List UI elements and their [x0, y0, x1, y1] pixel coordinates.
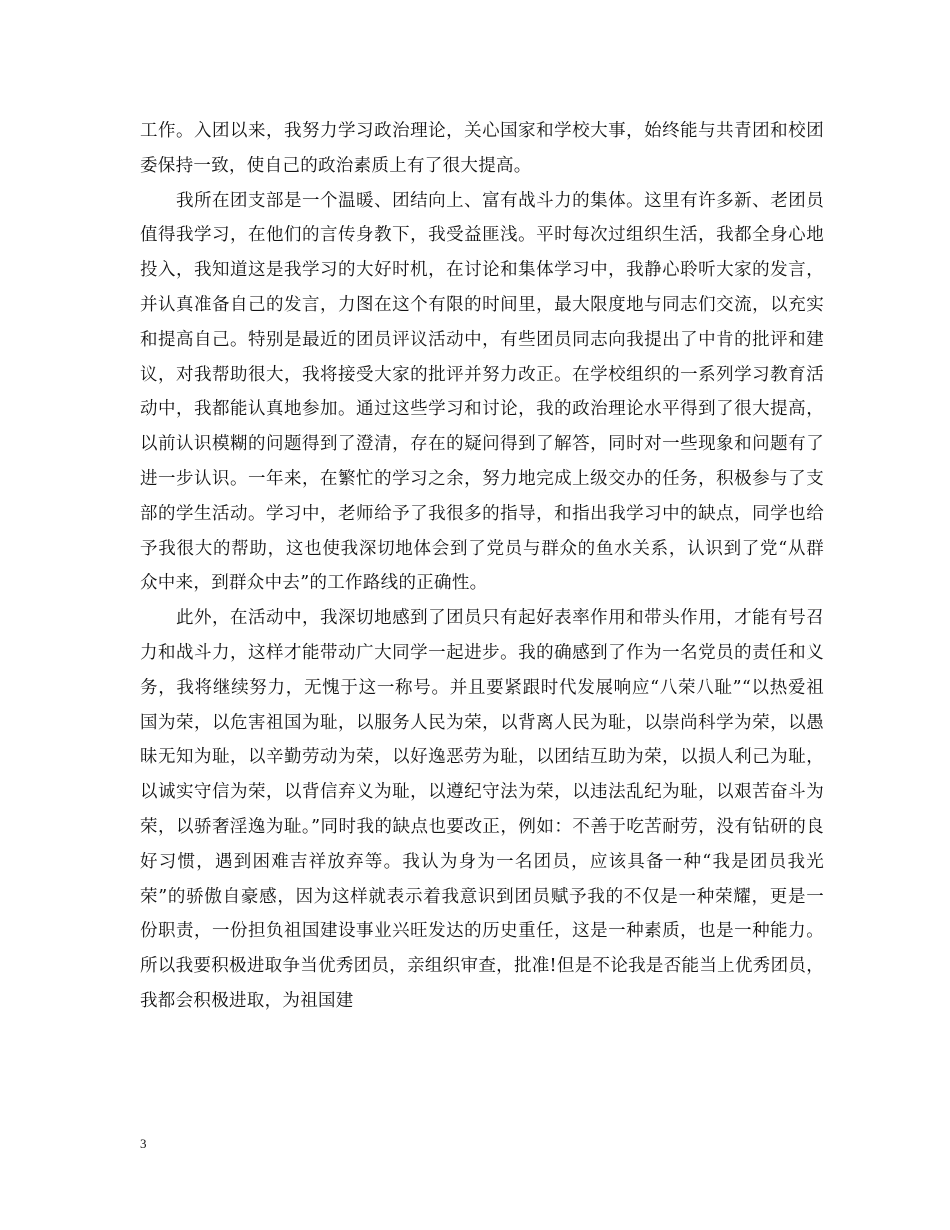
document-body	[140, 114, 824, 1019]
paragraph-1: 工作。入团以来，我努力学习政治理论，关心国家和学校大事，始终能与共青团和校团委保持一致，使自己的政治素质上有了很大提高。	[140, 121, 824, 176]
paragraph-2: 我所在团支部是一个温暖、团结向上、富有战斗力的集体。这里有许多新、老团员值得我学习，在他们的言传身教下，我受益匪浅。平时每次过组织生活，我都全身心地投入，我知道这是我学习的大好时机，在讨论和集体学习中，我静心聆听大家的发言，并认真准备自己的发言，力图在这个有限的时间里，最大限度地与同志们交流，以充实和提高自己。特别是最近的团员评议活动中，有些团员同志向我提出了中肯的批评和建议，对我帮助很大，我将接受大家的批评并努力改正。在学校组织的一系列学习教育活动中，我都能认真地参加。通过这些学习和讨论，我的政治理论水平得到了很大提高，以前认识模糊的问题得到了澄清，存在的疑问得到了解答，同时对一些现象和问题有了进一步认识。一年来，在繁忙的学习之余，努力地完成上级交办的任务，积极参与了支部的学生活动。学习中，老师给予了我很多的指导，和指出我学习中的缺点，同学也给予我很大的帮助，这也使我深切地体会到了党员与群众的鱼水关系，认识到了党“从群众中来，到群众中去”的工作路线的正确性。	[140, 190, 824, 594]
paragraph-3: 此外，在活动中，我深切地感到了团员只有起好表率作用和带头作用，才能有号召力和战斗力，这样才能带动广大同学一起进步。我的确感到了作为一名党员的责任和义务，我将继续努力，无愧于这一称号。并且要紧跟时代发展响应“八荣八耻”“以热爱祖国为荣，以危害祖国为耻，以服务人民为荣，以背离人民为耻，以崇尚科学为荣，以愚昧无知为耻，以辛勤劳动为荣，以好逸恶劳为耻，以团结互助为荣，以损人利己为耻，以诚实守信为荣，以背信弃义为耻，以遵纪守法为荣，以违法乱纪为耻，以艰苦奋斗为荣，以骄奢淫逸为耻。”同时我的缺点也要改正，例如：不善于吃苦耐劳，没有钻研的良好习惯，遇到困难吉祥放弃等。我认为身为一名团员，应该具备一种“我是团员我光荣”的骄傲自豪感，因为这样就表示着我意识到团员赋予我的不仅是一种荣耀，更是一份职责，一份担负祖国建设事业兴旺发达的历史重任，这是一种素质，也是一种能力。所以我要积极进取争当优秀团员，亲组织审查，批准!但是不论我是否能当上优秀团员，我都会积极进取，为祖国建	[140, 608, 824, 1011]
page-number: 3	[140, 1136, 147, 1151]
